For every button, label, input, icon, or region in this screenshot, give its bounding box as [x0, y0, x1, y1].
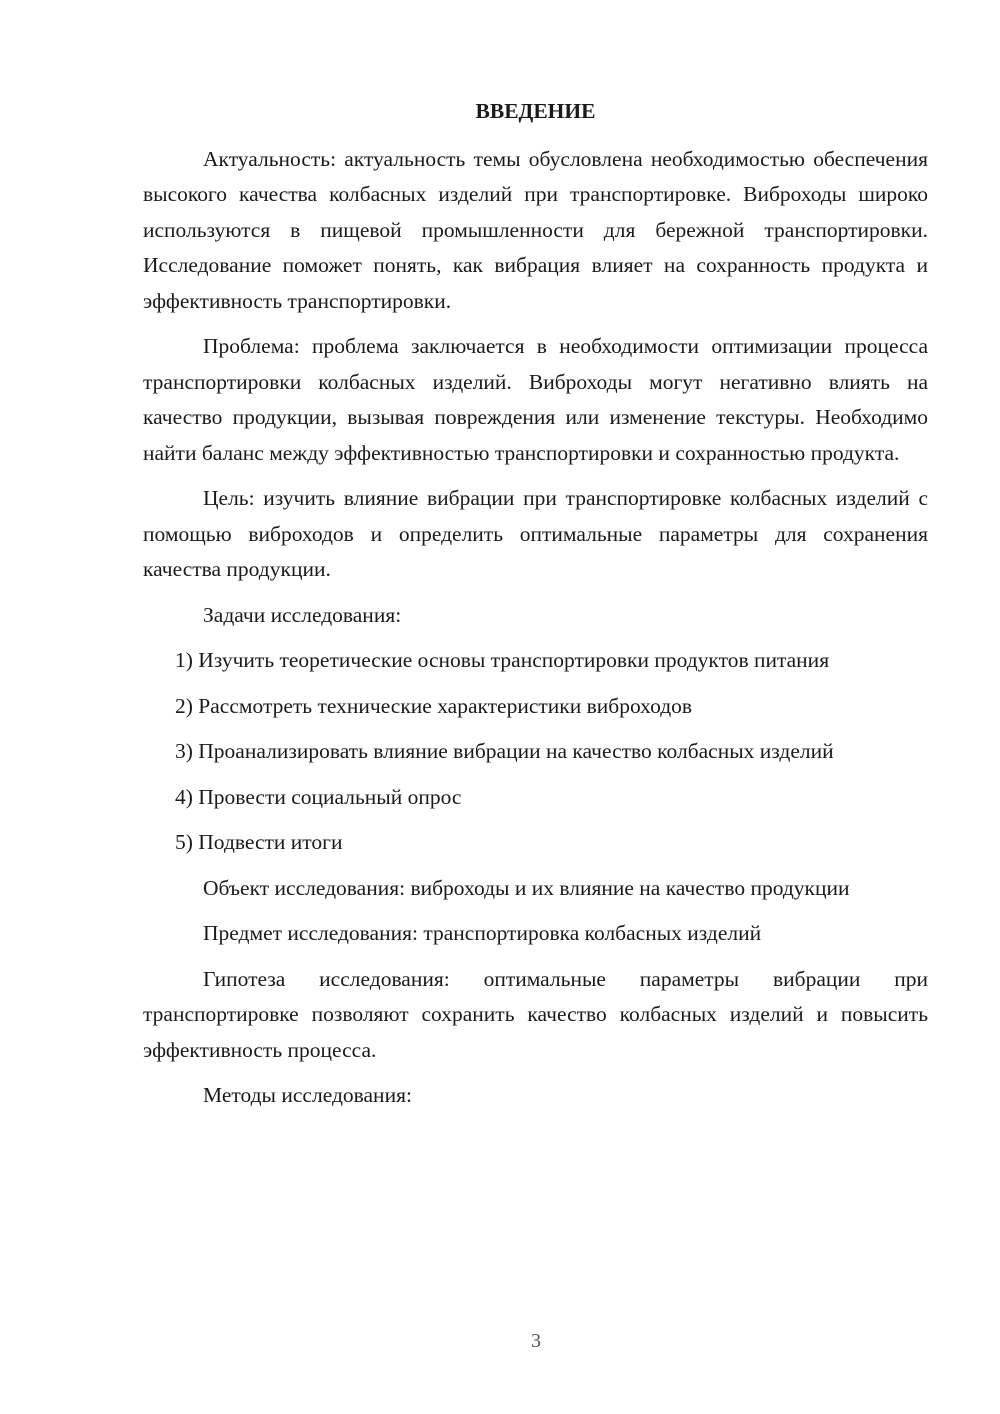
section-title: ВВЕДЕНИЕ	[475, 99, 596, 123]
task-item-1: 1) Изучить теоретические основы транспортировки продуктов питания	[175, 648, 830, 672]
goal-paragraph: Цель: изучить влияние вибрации при транспортировке колбасных изделий с помощью виброходов и определить оптимальные параметры для сохранения качества продукции.	[143, 486, 928, 581]
hypothesis-paragraph: Гипотеза исследования: оптимальные параметры вибрации при транспортировке позволяют сохранить качество колбасных изделий и повысить эффективность процесса.	[143, 966, 928, 1062]
task-item-2: 2) Рассмотреть технические характеристики виброходов	[175, 693, 693, 718]
task-item-4: 4) Провести социальный опрос	[175, 784, 462, 809]
problem-paragraph: Проблема: проблема заключается в необходимости оптимизации процесса транспортировки колбасных изделий. Виброходы могут негативно влиять на качество продукции, вызывая повреждения или изменение текстуры. Необходимо найти баланс между эффективностью транспортировки и сохранностью продукта.	[143, 334, 928, 465]
object-paragraph: Объект исследования: виброходы и их влияние на качество продукции	[203, 875, 850, 900]
tasks-heading: Задачи исследования:	[203, 602, 402, 627]
task-item-3: 3) Проанализировать влияние вибрации на качество колбасных изделий	[175, 739, 834, 763]
relevance-paragraph: Актуальность: актуальность темы обусловлена необходимостью обеспечения высокого качества колбасных изделий при транспортировке. Виброходы широко используются в пищевой промышленности для бережной транспортировки. Исследование поможет понять, как вибрация влияет на сохранность продукта и эффективность транспортировки.	[143, 146, 928, 313]
document-page	[143, 94, 928, 1124]
task-item-5: 5) Подвести итоги	[175, 830, 343, 854]
page-number: 3	[531, 1330, 541, 1352]
methods-heading: Методы исследования:	[203, 1083, 412, 1107]
subject-paragraph: Предмет исследования: транспортировка колбасных изделий	[203, 921, 762, 945]
